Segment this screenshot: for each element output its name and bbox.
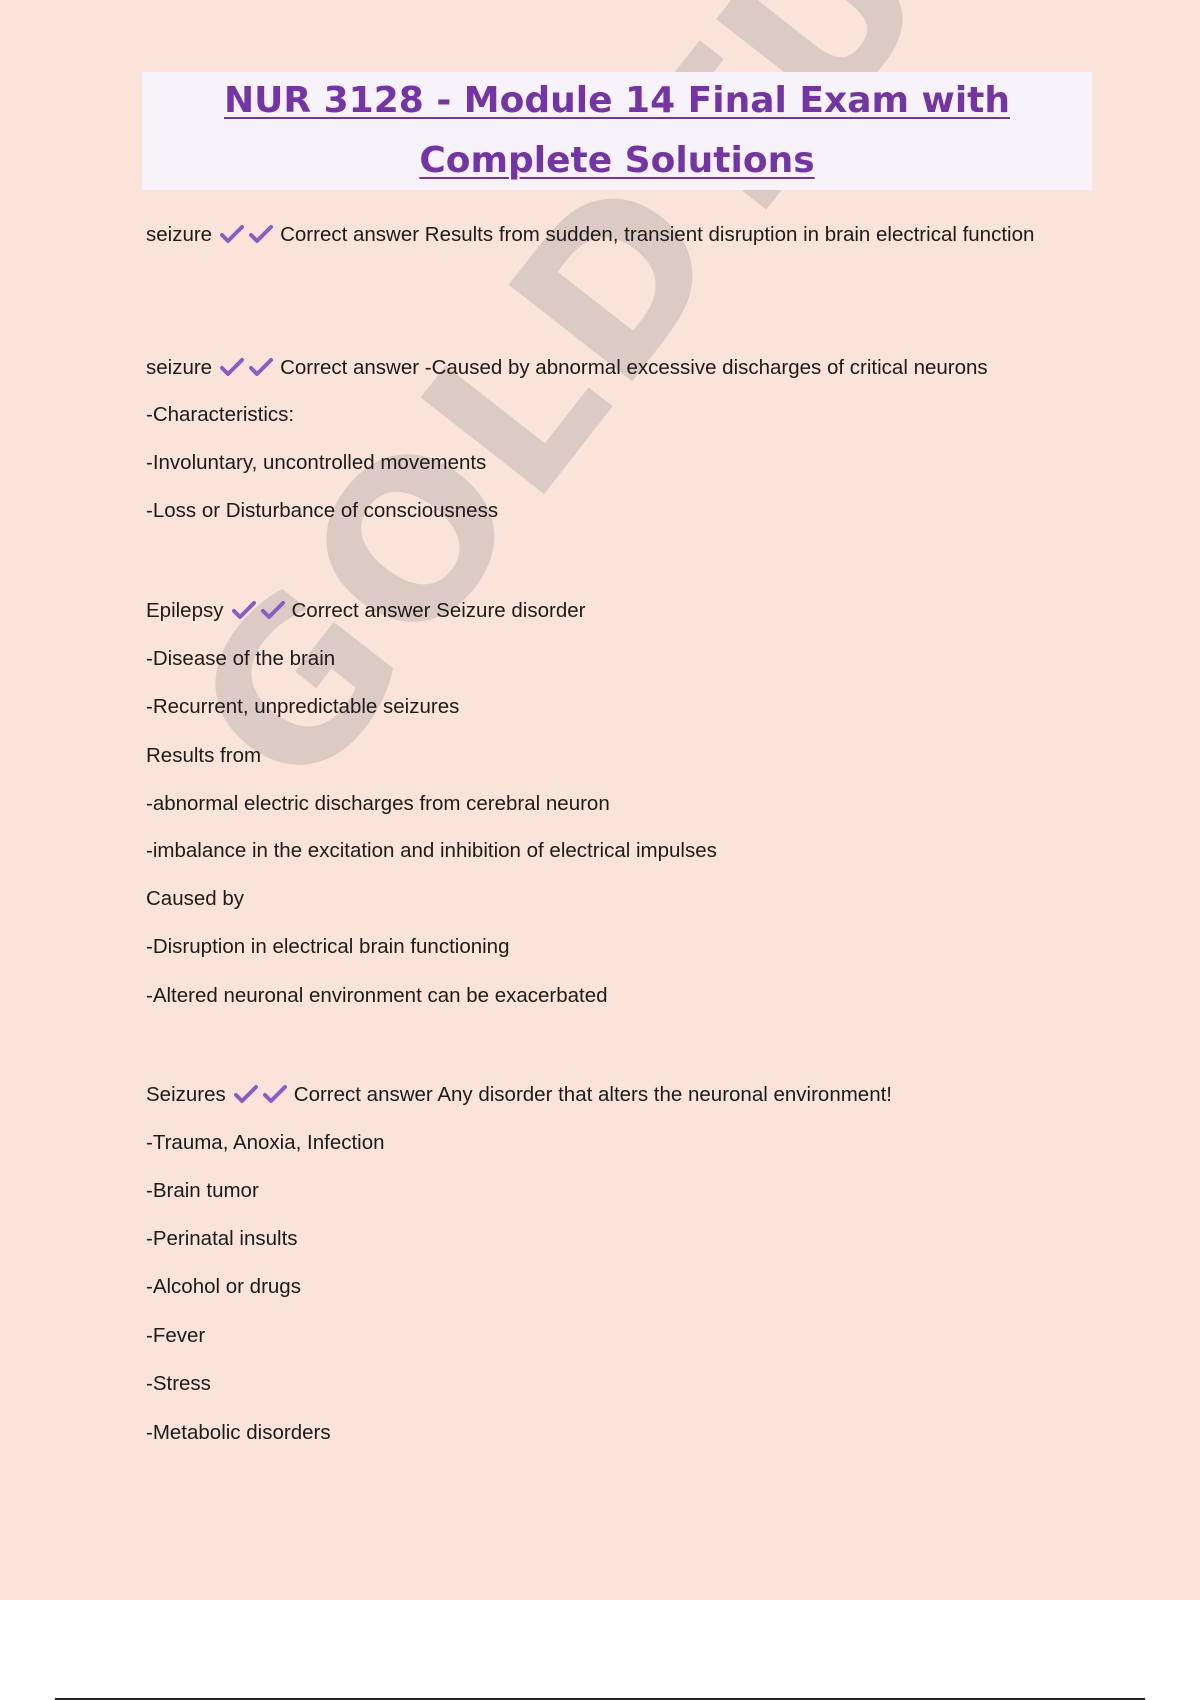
entry-term: Epilepsy [146,599,224,622]
entry-detail-line: -imbalance in the excitation and inhibition of electrical impulses [146,839,717,862]
entry-detail-line: -Disease of the brain [146,647,336,670]
entry-detail-line: -Altered neuronal environment can be exacerbated [146,984,608,1007]
checkmark-icon [232,600,256,620]
double-check-icons [234,1084,292,1111]
qa-entry [146,219,1046,254]
checkmark-icon [261,600,285,620]
entry-detail-line: -Stress [146,1372,211,1395]
double-check-icons [232,600,290,627]
entry-detail-line: Results from [146,744,262,767]
entry-detail-line: -Involuntary, uncontrolled movements [146,451,487,474]
entry-answer: Correct answer -Caused by abnormal excessive discharges of critical neurons [280,356,988,379]
double-check-icons [220,222,278,254]
entry-term: seizure [146,223,213,246]
qa-entry [146,355,988,384]
qa-entry [146,1082,892,1111]
entry-detail-line: Caused by [146,887,245,910]
checkmark-icon [220,224,244,244]
checkmark-icon [249,224,273,244]
entry-detail-line: -Perinatal insults [146,1227,298,1250]
checkmark-icon [249,357,273,377]
entry-detail-line: -Trauma, Anoxia, Infection [146,1131,385,1154]
entry-detail-line: -Alcohol or drugs [146,1275,301,1298]
checkmark-icon [220,357,244,377]
entry-detail-line: -Recurrent, unpredictable seizures [146,695,460,718]
entry-detail-line: -abnormal electric discharges from cerebral neuron [146,792,610,815]
entry-detail-line: -Loss or Disturbance of consciousness [146,499,499,522]
entry-detail-line: -Fever [146,1324,206,1347]
entry-detail-line: -Metabolic disorders [146,1421,331,1444]
checkmark-icon [263,1084,287,1104]
entry-answer: Correct answer Results from sudden, transient disruption in brain electrical function [280,223,1035,246]
entry-detail-line: -Brain tumor [146,1179,259,1202]
title-box [142,72,1092,190]
entry-answer: Correct answer Seizure disorder [291,599,586,622]
double-check-icons [220,357,278,384]
entry-term: seizure [146,356,213,379]
entry-answer: Correct answer Any disorder that alters the neuronal environment! [293,1083,892,1106]
qa-entry [146,598,585,627]
entry-detail-line: -Disruption in electrical brain functioning [146,935,510,958]
entry-detail-line: -Characteristics: [146,403,295,426]
entry-term: Seizures [146,1083,226,1106]
document-title-line-1: NUR 3128 - Module 14 Final Exam with [223,80,1010,121]
checkmark-icon [234,1084,258,1104]
document-title-line-2: Complete Solutions [419,140,815,181]
